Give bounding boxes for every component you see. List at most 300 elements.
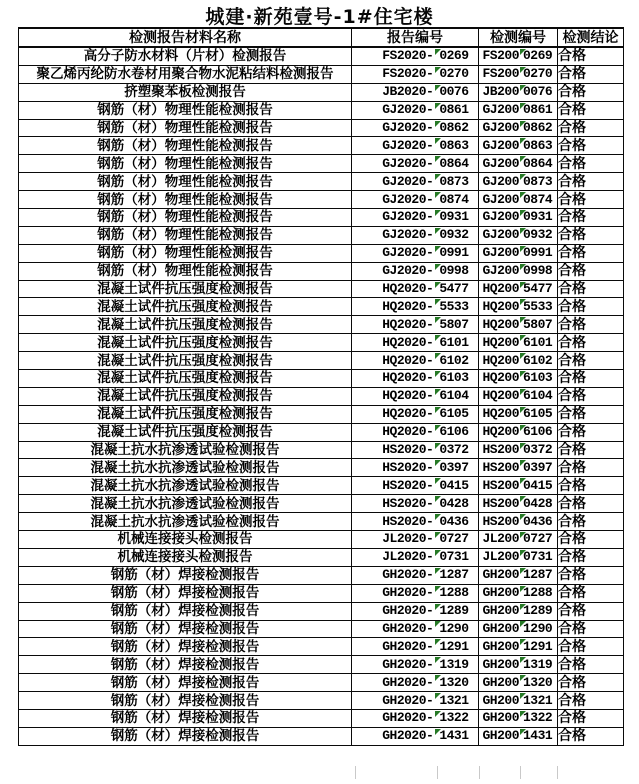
material-name-cell: 钢筋（材）焊接检测报告 <box>19 620 352 638</box>
material-name-cell: 钢筋（材）焊接检测报告 <box>19 602 352 620</box>
text-as-number-indicator-icon <box>520 353 526 359</box>
table-row <box>19 495 624 513</box>
conclusion-cell: 合格 <box>558 316 624 334</box>
test-no-cell-number: 0874 <box>520 192 557 208</box>
conclusion-cell: 合格 <box>558 137 624 155</box>
material-name-cell: 钢筋（材）物理性能检测报告 <box>19 226 352 244</box>
conclusion-cell: 合格 <box>558 334 624 352</box>
material-name-cell: 钢筋（材）焊接检测报告 <box>19 656 352 674</box>
test-no-cell-prefix: HQ200 <box>482 334 519 350</box>
test-no-cell-number: 5533 <box>520 299 557 315</box>
report-no-cell-number: 0873 <box>435 174 478 190</box>
report-no-cell <box>352 244 479 262</box>
report-no-cell <box>352 280 479 298</box>
material-name-cell: 机械连接接头检测报告 <box>19 548 352 566</box>
report-no-cell-prefix: GJ2020- <box>382 137 434 153</box>
text-as-number-indicator-icon <box>435 496 441 502</box>
text-as-number-indicator-icon <box>520 335 526 341</box>
table-row <box>19 602 624 620</box>
conclusion-cell: 合格 <box>558 101 624 119</box>
test-no-cell <box>479 620 558 638</box>
test-no-cell <box>479 531 558 549</box>
test-no-cell <box>479 155 558 173</box>
table-row <box>19 65 624 83</box>
report-no-cell-prefix: GH2020- <box>382 656 434 672</box>
test-no-cell-number: 1289 <box>520 603 557 619</box>
report-no-cell <box>352 370 479 388</box>
report-no-cell-prefix: GH2020- <box>382 692 434 708</box>
report-no-cell-prefix: GJ2020- <box>382 245 434 261</box>
report-no-cell <box>352 423 479 441</box>
text-as-number-indicator-icon <box>435 121 441 127</box>
material-name-cell: 混凝土抗水抗渗透试验检测报告 <box>19 441 352 459</box>
test-no-cell-prefix: GH200 <box>482 638 519 654</box>
test-no-cell <box>479 280 558 298</box>
table-row <box>19 280 624 298</box>
table-row <box>19 656 624 674</box>
test-no-cell-number: 0998 <box>520 263 557 279</box>
material-name-cell: 混凝土抗水抗渗透试验检测报告 <box>19 459 352 477</box>
report-no-cell-number: 6104 <box>435 388 478 404</box>
material-name-cell: 混凝土试件抗压强度检测报告 <box>19 298 352 316</box>
report-no-cell-number: 6103 <box>435 370 478 386</box>
report-no-cell-number: 6102 <box>435 353 478 369</box>
text-as-number-indicator-icon <box>520 657 526 663</box>
text-as-number-indicator-icon <box>435 103 441 109</box>
conclusion-cell: 合格 <box>558 692 624 710</box>
text-as-number-indicator-icon <box>520 371 526 377</box>
report-no-cell-prefix: GH2020- <box>382 728 434 744</box>
gridline-stub <box>355 766 356 779</box>
table-row <box>19 155 624 173</box>
test-no-cell <box>479 566 558 584</box>
report-no-cell-number: 0932 <box>435 227 478 243</box>
text-as-number-indicator-icon <box>520 496 526 502</box>
test-no-cell <box>479 316 558 334</box>
text-as-number-indicator-icon <box>435 246 441 252</box>
test-no-cell-prefix: JB200 <box>482 84 519 100</box>
report-no-cell <box>352 83 479 101</box>
conclusion-cell: 合格 <box>558 405 624 423</box>
test-no-cell-prefix: GJ200 <box>482 245 519 261</box>
material-name-cell: 聚乙烯丙纶防水卷材用聚合物水泥粘结料检测报告 <box>19 65 352 83</box>
test-no-cell <box>479 47 558 65</box>
gridline-stub <box>437 766 438 779</box>
report-no-cell <box>352 638 479 656</box>
material-name-cell: 钢筋（材）焊接检测报告 <box>19 674 352 692</box>
material-name-cell: 混凝土试件抗压强度检测报告 <box>19 405 352 423</box>
test-no-cell-number: 0863 <box>520 138 557 154</box>
text-as-number-indicator-icon <box>520 425 526 431</box>
report-no-cell-prefix: GH2020- <box>382 710 434 726</box>
table-row <box>19 459 624 477</box>
report-no-cell-number: 1290 <box>435 621 478 637</box>
conclusion-cell: 合格 <box>558 226 624 244</box>
test-no-cell-prefix: JL200 <box>482 531 519 547</box>
text-as-number-indicator-icon <box>520 675 526 681</box>
report-no-cell-number: 0998 <box>435 263 478 279</box>
text-as-number-indicator-icon <box>435 425 441 431</box>
text-as-number-indicator-icon <box>520 317 526 323</box>
table-row <box>19 47 624 65</box>
table-row <box>19 620 624 638</box>
report-no-cell-prefix: GH2020- <box>382 585 434 601</box>
text-as-number-indicator-icon <box>435 711 441 717</box>
conclusion-cell: 合格 <box>558 459 624 477</box>
header-test-no: 检测编号 <box>479 28 558 47</box>
test-no-cell-prefix: HQ200 <box>482 406 519 422</box>
test-no-cell-prefix: GH200 <box>482 728 519 744</box>
test-no-cell-prefix: HQ200 <box>482 388 519 404</box>
test-no-cell <box>479 513 558 531</box>
report-no-cell-number: 0863 <box>435 138 478 154</box>
text-as-number-indicator-icon <box>435 85 441 91</box>
report-no-cell-prefix: HQ2020- <box>382 370 434 386</box>
report-no-cell <box>352 692 479 710</box>
report-no-cell <box>352 155 479 173</box>
material-name-cell: 钢筋（材）物理性能检测报告 <box>19 262 352 280</box>
material-name-cell: 钢筋（材）焊接检测报告 <box>19 727 352 745</box>
text-as-number-indicator-icon <box>520 156 526 162</box>
report-no-cell <box>352 137 479 155</box>
table-row <box>19 727 624 745</box>
test-no-cell <box>479 101 558 119</box>
table-row <box>19 709 624 727</box>
text-as-number-indicator-icon <box>435 407 441 413</box>
test-no-cell-number: 0991 <box>520 245 557 261</box>
report-no-cell-number: 1320 <box>435 675 478 691</box>
text-as-number-indicator-icon <box>435 550 441 556</box>
test-no-cell-prefix: GH200 <box>482 603 519 619</box>
text-as-number-indicator-icon <box>520 407 526 413</box>
report-no-cell-number: 1289 <box>435 603 478 619</box>
conclusion-cell: 合格 <box>558 262 624 280</box>
conclusion-cell: 合格 <box>558 173 624 191</box>
test-no-cell-number: 1319 <box>520 657 557 673</box>
test-no-cell-number: 1320 <box>520 675 557 691</box>
report-no-cell-number: 6106 <box>435 424 478 440</box>
text-as-number-indicator-icon <box>435 586 441 592</box>
test-no-cell <box>479 137 558 155</box>
report-no-cell-prefix: GJ2020- <box>382 120 434 135</box>
test-no-cell-prefix: GH200 <box>482 710 519 726</box>
conclusion-cell: 合格 <box>558 155 624 173</box>
report-no-cell-prefix: GH2020- <box>382 603 434 619</box>
report-no-cell <box>352 191 479 209</box>
text-as-number-indicator-icon <box>435 138 441 144</box>
test-no-cell-number: 0436 <box>520 514 557 530</box>
test-no-cell-number: 0931 <box>520 209 557 225</box>
test-no-cell-number: 0415 <box>520 478 557 494</box>
test-no-cell <box>479 727 558 745</box>
text-as-number-indicator-icon <box>520 210 526 216</box>
report-no-cell-number: 5807 <box>435 317 478 333</box>
test-no-cell-number: 0076 <box>520 84 557 100</box>
report-no-cell-prefix: HQ2020- <box>382 334 434 350</box>
report-no-cell-number: 0397 <box>435 460 478 476</box>
table-row <box>19 352 624 370</box>
text-as-number-indicator-icon <box>435 317 441 323</box>
report-no-cell <box>352 495 479 513</box>
material-name-cell: 混凝土抗水抗渗透试验检测报告 <box>19 513 352 531</box>
report-no-cell <box>352 119 479 137</box>
text-as-number-indicator-icon <box>520 299 526 305</box>
test-no-cell <box>479 602 558 620</box>
text-as-number-indicator-icon <box>520 693 526 699</box>
text-as-number-indicator-icon <box>435 460 441 466</box>
report-no-cell <box>352 709 479 727</box>
test-no-cell-prefix: HQ200 <box>482 298 519 314</box>
test-no-cell <box>479 298 558 316</box>
test-no-cell-prefix: HS200 <box>482 442 519 458</box>
report-no-cell-prefix: HQ2020- <box>382 424 434 440</box>
material-name-cell: 混凝土抗水抗渗透试验检测报告 <box>19 477 352 495</box>
test-no-cell-prefix: HQ200 <box>482 370 519 386</box>
report-no-cell-prefix: JB2020- <box>382 84 434 100</box>
material-name-cell: 混凝土试件抗压强度检测报告 <box>19 280 352 298</box>
text-as-number-indicator-icon <box>435 264 441 270</box>
table-row <box>19 191 624 209</box>
test-no-cell-prefix: HQ200 <box>482 424 519 440</box>
conclusion-cell: 合格 <box>558 83 624 101</box>
text-as-number-indicator-icon <box>520 192 526 198</box>
test-no-cell <box>479 352 558 370</box>
conclusion-cell: 合格 <box>558 602 624 620</box>
table-row <box>19 548 624 566</box>
report-no-cell <box>352 620 479 638</box>
text-as-number-indicator-icon <box>520 514 526 520</box>
report-no-cell-number: 6105 <box>435 406 478 422</box>
table-row <box>19 101 624 119</box>
test-no-cell-number: 0269 <box>520 48 557 64</box>
test-no-cell-number: 1431 <box>520 728 557 744</box>
text-as-number-indicator-icon <box>435 174 441 180</box>
report-no-cell-number: 0372 <box>435 442 478 458</box>
report-no-cell-prefix: HQ2020- <box>382 406 434 422</box>
table-row <box>19 513 624 531</box>
test-no-cell-number: 1287 <box>520 567 557 583</box>
material-name-cell: 钢筋（材）物理性能检测报告 <box>19 191 352 209</box>
text-as-number-indicator-icon <box>520 121 526 127</box>
test-no-cell-number: 6103 <box>520 370 557 386</box>
table-row <box>19 244 624 262</box>
material-name-cell: 钢筋（材）焊接检测报告 <box>19 584 352 602</box>
test-no-cell-number: 1322 <box>520 710 557 726</box>
report-no-cell-prefix: HQ2020- <box>382 281 434 297</box>
conclusion-cell: 合格 <box>558 638 624 656</box>
material-name-cell: 机械连接接头检测报告 <box>19 531 352 549</box>
test-no-cell-number: 0397 <box>520 460 557 476</box>
material-name-cell: 钢筋（材）物理性能检测报告 <box>19 173 352 191</box>
text-as-number-indicator-icon <box>520 604 526 610</box>
test-no-cell-number: 0727 <box>520 531 557 547</box>
test-no-cell-prefix: GJ200 <box>482 209 519 225</box>
report-no-cell-prefix: HQ2020- <box>382 316 434 332</box>
report-no-cell-prefix: GH2020- <box>382 567 434 583</box>
report-no-cell <box>352 656 479 674</box>
report-no-cell-prefix: GJ2020- <box>382 191 434 207</box>
test-no-cell-prefix: HS200 <box>482 513 519 529</box>
test-no-cell-prefix: GH200 <box>482 674 519 690</box>
table-row <box>19 387 624 405</box>
text-as-number-indicator-icon <box>435 49 441 55</box>
test-no-cell <box>479 405 558 423</box>
test-no-cell-number: 6105 <box>520 406 557 422</box>
conclusion-cell: 合格 <box>558 352 624 370</box>
test-no-cell-prefix: HS200 <box>482 477 519 493</box>
conclusion-cell: 合格 <box>558 191 624 209</box>
report-no-cell <box>352 298 479 316</box>
test-no-cell <box>479 638 558 656</box>
text-as-number-indicator-icon <box>435 693 441 699</box>
conclusion-cell: 合格 <box>558 244 624 262</box>
report-no-cell <box>352 566 479 584</box>
test-no-cell <box>479 226 558 244</box>
report-no-cell <box>352 531 479 549</box>
text-as-number-indicator-icon <box>520 103 526 109</box>
inspection-report-table <box>18 27 624 746</box>
test-no-cell-prefix: GH200 <box>482 620 519 636</box>
text-as-number-indicator-icon <box>520 443 526 449</box>
page-title: 城建·新苑壹号-1#住宅楼 <box>205 6 434 28</box>
conclusion-cell: 合格 <box>558 709 624 727</box>
table-row <box>19 566 624 584</box>
gridline-stub <box>520 766 521 779</box>
test-no-cell-number: 0270 <box>520 66 557 82</box>
header-row <box>19 28 624 47</box>
text-as-number-indicator-icon <box>520 49 526 55</box>
text-as-number-indicator-icon <box>435 514 441 520</box>
table-row <box>19 334 624 352</box>
report-no-cell-prefix: HQ2020- <box>382 388 434 404</box>
report-no-cell-prefix: JL2020- <box>382 531 434 547</box>
test-no-cell <box>479 441 558 459</box>
report-no-cell-prefix: GJ2020- <box>382 209 434 225</box>
report-no-cell-prefix: HS2020- <box>382 513 434 529</box>
text-as-number-indicator-icon <box>435 156 441 162</box>
text-as-number-indicator-icon <box>435 568 441 574</box>
test-no-cell-prefix: JL200 <box>482 549 519 565</box>
test-no-cell <box>479 584 558 602</box>
material-name-cell: 钢筋（材）焊接检测报告 <box>19 709 352 727</box>
report-no-cell-prefix: HQ2020- <box>382 352 434 368</box>
test-no-cell-number: 6102 <box>520 353 557 369</box>
test-no-cell-prefix: HQ200 <box>482 316 519 332</box>
report-no-cell-number: 0428 <box>435 496 478 512</box>
material-name-cell: 钢筋（材）物理性能检测报告 <box>19 209 352 227</box>
material-name-cell: 挤塑聚苯板检测报告 <box>19 83 352 101</box>
table-row <box>19 638 624 656</box>
test-no-cell <box>479 65 558 83</box>
report-no-cell-number: 0931 <box>435 209 478 225</box>
test-no-cell <box>479 191 558 209</box>
header-material-name: 检测报告材料名称 <box>19 28 352 47</box>
test-no-cell-prefix: GH200 <box>482 585 519 601</box>
test-no-cell-prefix: GJ200 <box>482 155 519 171</box>
table-row <box>19 262 624 280</box>
test-no-cell <box>479 709 558 727</box>
report-no-cell-prefix: JL2020- <box>382 549 434 565</box>
report-no-cell-prefix: HQ2020- <box>382 298 434 314</box>
text-as-number-indicator-icon <box>520 67 526 73</box>
table-row <box>19 226 624 244</box>
table-row <box>19 83 624 101</box>
test-no-cell <box>479 209 558 227</box>
test-no-cell-prefix: FS200 <box>482 48 519 64</box>
test-no-cell-prefix: GJ200 <box>482 227 519 243</box>
report-no-cell <box>352 173 479 191</box>
test-no-cell-prefix: GH200 <box>482 567 519 583</box>
conclusion-cell: 合格 <box>558 727 624 745</box>
table-row <box>19 137 624 155</box>
test-no-cell <box>479 423 558 441</box>
conclusion-cell: 合格 <box>558 495 624 513</box>
table-row <box>19 370 624 388</box>
conclusion-cell: 合格 <box>558 47 624 65</box>
test-no-cell-number: 5807 <box>520 317 557 333</box>
material-name-cell: 钢筋（材）焊接检测报告 <box>19 566 352 584</box>
report-no-cell-number: 1321 <box>435 693 478 709</box>
report-no-cell <box>352 727 479 745</box>
conclusion-cell: 合格 <box>558 423 624 441</box>
test-no-cell <box>479 656 558 674</box>
text-as-number-indicator-icon <box>435 67 441 73</box>
text-as-number-indicator-icon <box>435 657 441 663</box>
test-no-cell-prefix: GH200 <box>482 656 519 672</box>
conclusion-cell: 合格 <box>558 280 624 298</box>
report-no-cell <box>352 602 479 620</box>
test-no-cell-number: 5477 <box>520 281 557 297</box>
report-no-cell <box>352 459 479 477</box>
material-name-cell: 混凝土试件抗压强度检测报告 <box>19 387 352 405</box>
report-no-cell-number: 1288 <box>435 585 478 601</box>
report-no-cell-prefix: GJ2020- <box>382 263 434 279</box>
table-row <box>19 674 624 692</box>
report-no-cell-number: 5477 <box>435 281 478 297</box>
text-as-number-indicator-icon <box>435 371 441 377</box>
header-report-no: 报告编号 <box>352 28 479 47</box>
text-as-number-indicator-icon <box>520 478 526 484</box>
report-no-cell <box>352 584 479 602</box>
test-no-cell-prefix: HQ200 <box>482 281 519 297</box>
material-name-cell: 混凝土试件抗压强度检测报告 <box>19 423 352 441</box>
report-no-cell-prefix: GH2020- <box>382 638 434 654</box>
report-no-cell-number: 1291 <box>435 639 478 655</box>
text-as-number-indicator-icon <box>435 353 441 359</box>
test-no-cell-prefix: HS200 <box>482 495 519 511</box>
table-row <box>19 423 624 441</box>
test-no-cell-number: 6104 <box>520 388 557 404</box>
text-as-number-indicator-icon <box>520 729 526 735</box>
test-no-cell-number: 1321 <box>520 693 557 709</box>
report-no-cell-number: 1287 <box>435 567 478 583</box>
report-no-cell-prefix: FS2020- <box>382 66 434 82</box>
conclusion-cell: 合格 <box>558 656 624 674</box>
report-no-cell <box>352 101 479 119</box>
table-row <box>19 316 624 334</box>
material-name-cell: 混凝土抗水抗渗透试验检测报告 <box>19 495 352 513</box>
text-as-number-indicator-icon <box>435 335 441 341</box>
material-name-cell: 钢筋（材）焊接检测报告 <box>19 692 352 710</box>
table-row <box>19 441 624 459</box>
test-no-cell-number: 0862 <box>520 120 557 136</box>
report-no-cell-number: 0862 <box>435 120 478 136</box>
test-no-cell-number: 1288 <box>520 585 557 601</box>
test-no-cell <box>479 674 558 692</box>
table-row <box>19 477 624 495</box>
report-no-cell <box>352 477 479 495</box>
text-as-number-indicator-icon <box>435 639 441 645</box>
